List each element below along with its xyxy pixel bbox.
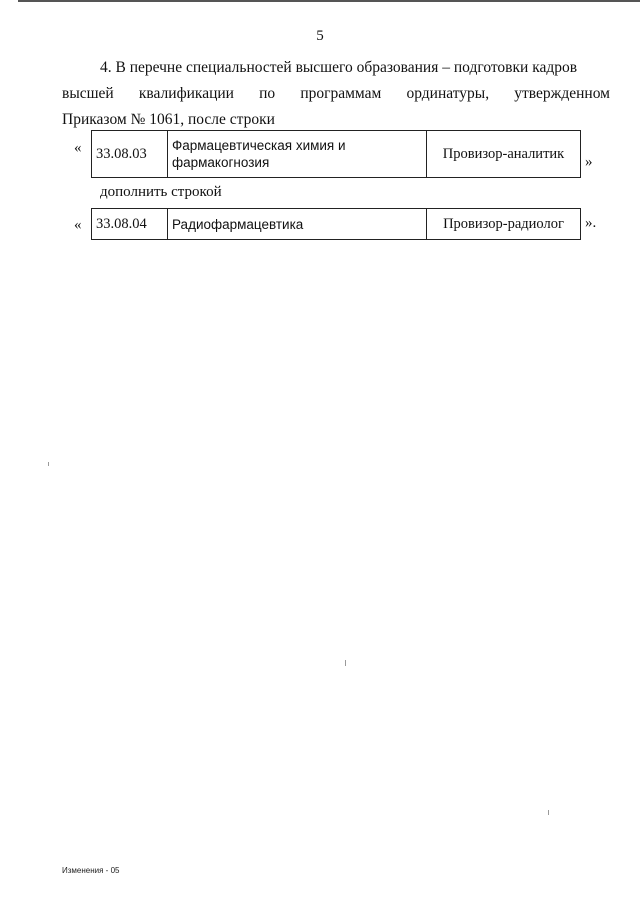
paragraph-word: утвержденном [514, 85, 610, 102]
new-row-qualification: Провизор-радиолог [443, 215, 564, 232]
paragraph-line-3: Приказом № 1061, после строки [62, 111, 275, 128]
scan-speck [345, 660, 346, 666]
paragraph-word: квалификации [138, 85, 234, 102]
page-top-border [18, 0, 640, 2]
existing-row-code: 33.08.03 [92, 131, 168, 177]
new-row-open-quote: « [74, 217, 82, 233]
existing-row-close-quote: » [585, 154, 593, 170]
scan-speck [48, 462, 49, 466]
footer-revision-label: Изменения - 05 [62, 866, 120, 875]
paragraph-word: по [259, 85, 276, 102]
new-row-name: Радиофармацевтика [168, 209, 427, 239]
paragraph-word: высшей [62, 85, 114, 102]
existing-specialty-row [91, 130, 581, 178]
existing-row-name: Фармацевтическая химия и фармакогнозия [168, 131, 427, 177]
new-row-code: 33.08.04 [92, 209, 168, 239]
new-row-close-quote: ». [585, 215, 597, 231]
page-number: 5 [316, 28, 324, 44]
paragraph-word: ординатуры, [406, 85, 490, 102]
new-specialty-row [91, 208, 581, 240]
add-row-text: дополнить строкой [100, 184, 222, 200]
scan-speck [548, 810, 549, 815]
paragraph-line-2 [62, 81, 610, 107]
paragraph-word: программам [300, 85, 382, 102]
existing-row-open-quote: « [74, 140, 82, 156]
existing-row-qualification: Провизор-аналитик [442, 145, 565, 162]
paragraph-line-1: 4. В перечне специальностей высшего образования – подготовки кадров [100, 59, 578, 76]
